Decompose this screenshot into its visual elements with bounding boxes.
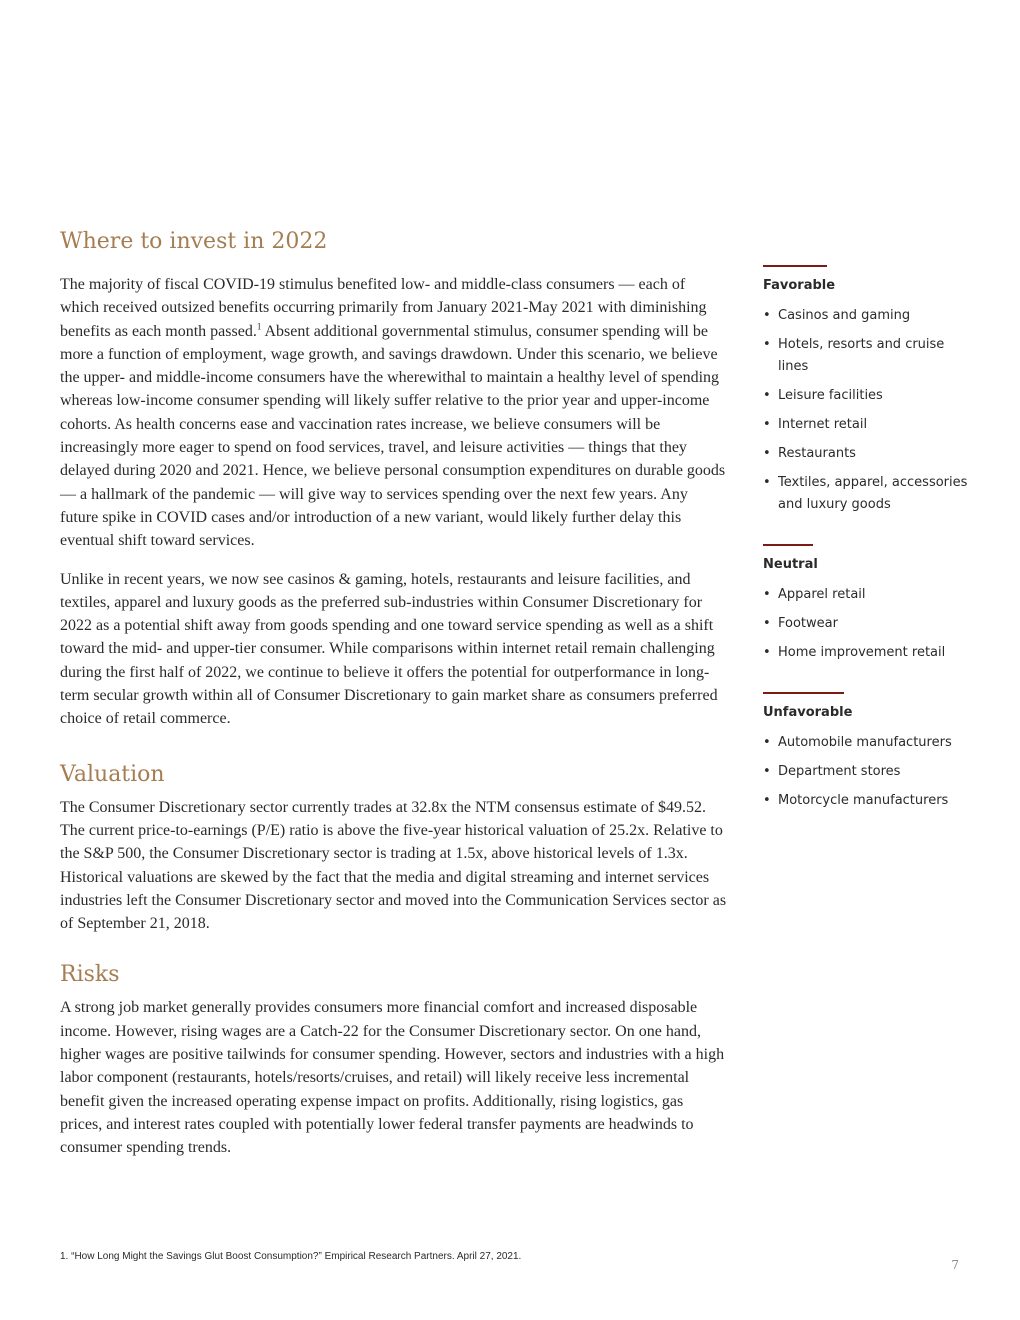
list-item: • Footwear <box>763 613 968 635</box>
list-item: • Motorcycle manufacturers <box>763 790 968 812</box>
unfavorable-rule <box>763 692 844 694</box>
favorable-heading: Favorable <box>763 278 836 293</box>
section-heading-valuation: Valuation <box>60 761 165 787</box>
neutral-list <box>763 584 968 664</box>
favorable-group <box>763 265 968 516</box>
list-item: • Leisure facilities <box>763 385 968 407</box>
list-item: • Apparel retail <box>763 584 968 606</box>
section-heading-where-to-invest: Where to invest in 2022 <box>60 229 328 254</box>
neutral-heading: Neutral <box>763 557 818 572</box>
section-heading-risks: Risks <box>60 962 120 988</box>
invest-paragraph-1-text: The majority of fiscal COVID-19 stimulus benefited low- and middle-class consumers — each of which received outsized benefits occurring primarily from January 2021-May 2021 with diminishing benefits as each month passed. <box>60 276 707 340</box>
unfavorable-group <box>763 692 968 812</box>
unfavorable-list <box>763 732 968 812</box>
invest-paragraph-1 <box>60 273 728 553</box>
invest-paragraph-2: Unlike in recent years, we now see casinos & gaming, hotels, restaurants and leisure facilities, and textiles, apparel and luxury goods as the preferred sub-industries within Consumer Discretionary for 2022 as a potential shift away from goods spending and one toward service spending as well as a shift toward the mid- and upper-tier consumer. While comparisons within internet retail remain challenging during the first half of 2022, we continue to believe it offers the potential for outperformance in long-term secular growth within all of Consumer Discretionary to gain market share as consumers preferred choice of retail commerce. <box>60 570 718 728</box>
page-number: 7 <box>951 1258 959 1272</box>
sector-outlook-sidebar <box>763 265 968 840</box>
list-item: • Automobile manufacturers <box>763 732 968 754</box>
favorable-rule <box>763 265 827 267</box>
risks-paragraph: A strong job market generally provides consumers more financial comfort and increased disposable income. However, rising wages are a Catch-22 for the Consumer Discretionary sector. On one hand, higher wages are positive tailwinds for consumer spending. However, sectors and industries with a high labor component (restaurants, hotels/resorts/cruises, and retail) will likely receive less incremental benefit given the increased operating expense impact on profits. Additionally, rising logistics, gas prices, and interest rates coupled with potentially lower federal transfer payments are headwinds to consumer spending trends. <box>60 999 725 1157</box>
valuation-paragraph: The Consumer Discretionary sector currently trades at 32.8x the NTM consensus estimate of $49.52. The current price-to-earnings (P/E) ratio is above the five-year historical valuation of 25.2x. Relative to the S&P 500, the Consumer Discretionary sector is trading at 1.5x, above historical levels of 1.3x. Historical valuations are skewed by the fact that the media and digital streaming and internet services industries left the Consumer Discretionary sector and moved into the Communication Services sector as of September 21, 2018. <box>60 798 727 933</box>
list-item: • Department stores <box>763 761 968 783</box>
neutral-rule <box>763 544 813 546</box>
main-column <box>60 228 728 1160</box>
list-item: • Hotels, resorts and cruise lines <box>763 334 968 378</box>
invest-paragraph-1-continued: Absent additional governmental stimulus, consumer spending will be more a function of employment, wage growth, and savings drawdown. Under this scenario, we believe the upper- and middle-income consumers have the wherewithal to maintain a healthy level of spending whereas low-income consumer spending will likely suffer relative to the prior year and upper-income cohorts. As health concerns ease and vaccination rates increase, we believe consumers will be increasingly more eager to spend on food services, travel, and leisure activities — things that they delayed during 2020 and 2021. Hence, we believe personal consumption expenditures on durable goods — a hallmark of the pandemic — will give way to services spending over the next few years. Any future spike in COVID cases and/or introduction of a new variant, would likely further delay this eventual shift toward services. <box>60 322 726 550</box>
list-item: • Casinos and gaming <box>763 305 968 327</box>
unfavorable-heading: Unfavorable <box>763 705 853 720</box>
list-item: • Internet retail <box>763 414 968 436</box>
footnote: 1. “How Long Might the Savings Glut Boost Consumption?” Empirical Research Partners. April 27, 2021. <box>60 1251 522 1262</box>
neutral-group <box>763 544 968 664</box>
list-item: • Home improvement retail <box>763 642 968 664</box>
list-item: • Textiles, apparel, accessories and luxury goods <box>763 472 968 516</box>
list-item: • Restaurants <box>763 443 968 465</box>
favorable-list <box>763 305 968 516</box>
footnote-reference: 1 <box>256 321 262 332</box>
